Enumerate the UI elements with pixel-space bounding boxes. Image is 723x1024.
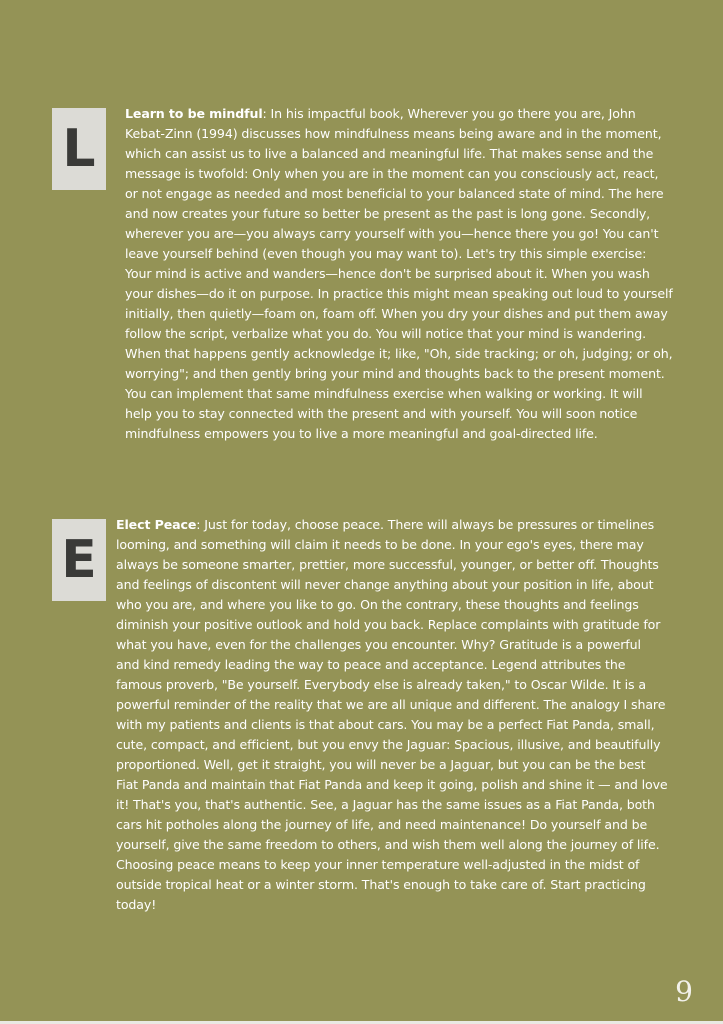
page-number: 9 — [675, 975, 693, 1008]
drop-cap-e — [52, 519, 106, 601]
drop-cap-letter: L — [62, 119, 96, 179]
section-heading-peace: Elect Peace — [116, 517, 197, 532]
section-body-peace: : Just for today, choose peace. There will always be pressures or timelines looming, and something will claim it needs to be done. In your ego's eyes, there may always be someone smarter, prettier, more successful, younger, or better off. Thoughts and feelings of discontent will never change anything about your position in life, about who you are, and where you like to go. On the contrary, these thoughts and feelings diminish your positive outlook and hold you back. Replace complaints with gratitude for what you have, even for the challenges you encounter. Why? Gratitude is a powerful and kind remedy leading the way to peace and acceptance. Legend attributes the famous proverb, "Be yourself. Everybody else is already taken," to Oscar Wilde. It is a powerful reminder of the reality that we are all unique and different. The analogy I share with my patients and clients is that about cars. You may be a perfect Fiat Panda, small, cute, compact, and efficient, but you envy the Jaguar: Spacious, illusive, and beautifully proportioned. Well, get it straight, you will never be a Jaguar, but you can be the best Fiat Panda and maintain that Fiat Panda and keep it going, polish and shine it — and love it! That's you, that's authentic. See, a Jaguar has the same issues as a Fiat Panda, both cars hit potholes along the journey of life, and need maintenance! Do yourself and be yourself, give the same freedom to others, and wish them well along the journey of life. Choosing peace means to keep your inner temperature well-adjusted in the midst of outside tropical heat or a winter storm. That's enough to take care of. Start practicing today! — [116, 517, 668, 912]
drop-cap-letter: E — [61, 530, 97, 590]
section-peace — [116, 515, 668, 915]
section-mindful — [125, 104, 673, 444]
section-heading-mindful: Learn to be mindful — [125, 106, 263, 121]
drop-cap-l — [52, 108, 106, 190]
section-body-mindful: : In his impactful book, Wherever you go there you are, John Kebat-Zinn (1994) discusses how mindfulness means being aware and in the moment, which can assist us to live a balanced and meaningful life. That makes sense and the message is twofold: Only when you are in the moment can you consciously act, react, or not engage as needed and most beneficial to your balanced state of mind. The here and now creates your future so better be present as the past is long gone. Secondly, wherever you are—you always carry yourself with you—hence there you go! You can't leave yourself behind (even though you may want to). Let's try this simple exercise: Your mind is active and wanders—hence don't be surprised about it. When you wash your dishes—do it on purpose. In practice this might mean speaking out loud to yourself initially, then quietly—foam on, foam off. When you dry your dishes and put them away follow the script, verbalize what you do. You will notice that your mind is wandering. When that happens gently acknowledge it; like, "Oh, side tracking; or oh, judging; or oh, worrying"; and then gently bring your mind and thoughts back to the present moment. You can implement that same mindfulness exercise when walking or working. It will help you to stay connected with the present and with yourself. You will soon notice mindfulness empowers you to live a more meaningful and goal-directed life. — [125, 106, 673, 441]
